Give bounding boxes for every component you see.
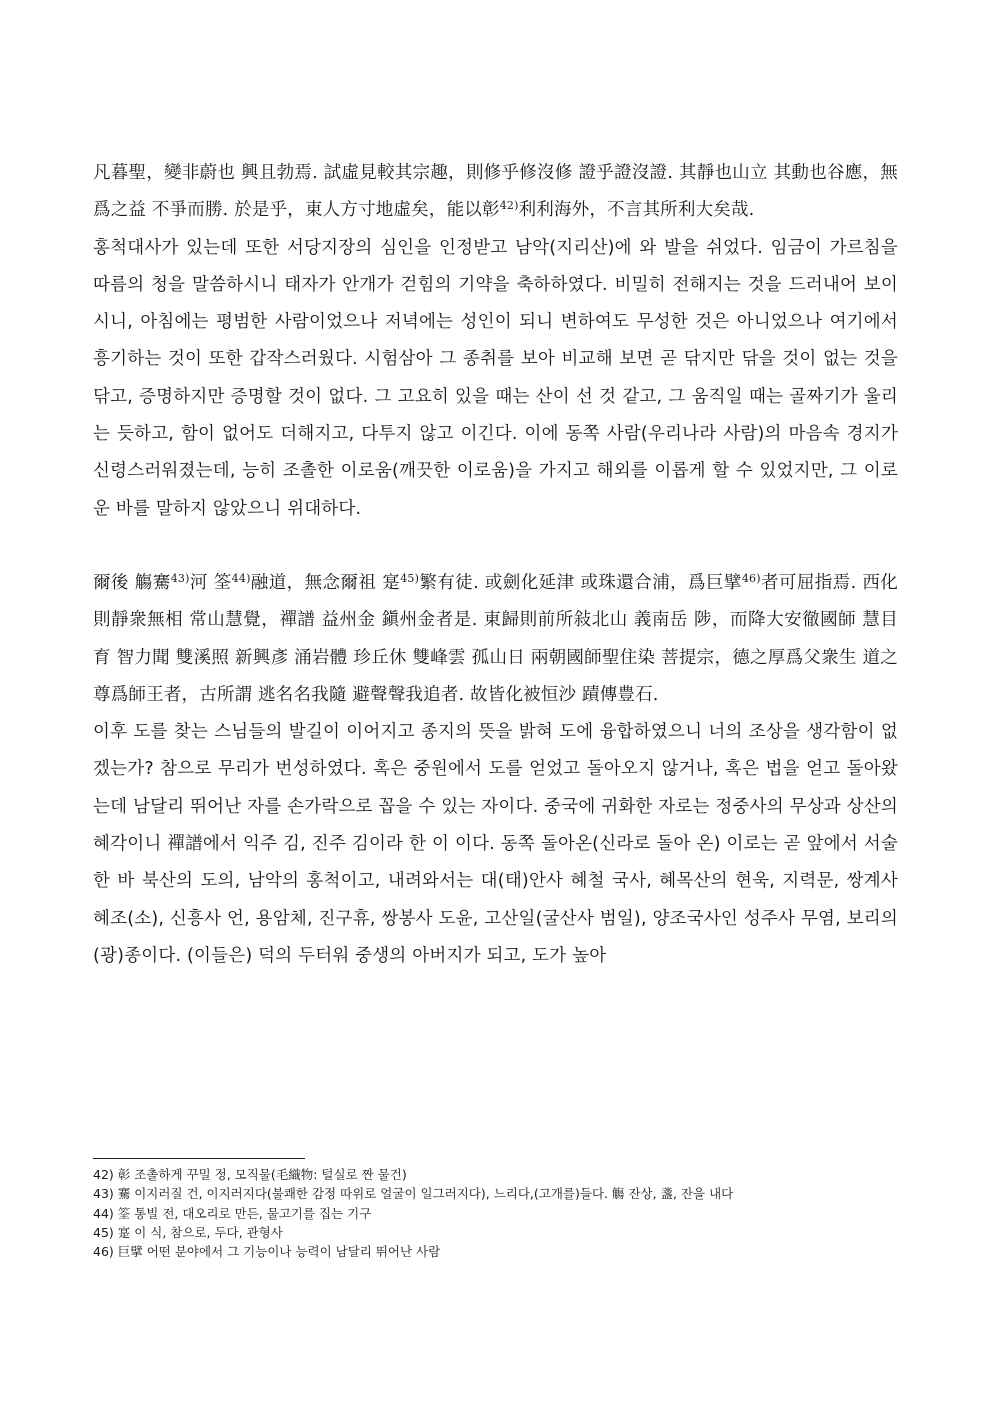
footnote-45: 45) 寔 이 식, 참으로, 두다, 관형사 [93,1224,283,1240]
footnote-43: 43) 騫 이지러질 건, 이지러지다(불쾌한 감정 따위로 얼굴이 일그러지다), 느리다,(고개를)들다. 觴 잔상, 盞, 잔을 내다 [93,1186,734,1202]
footnote-ref-43[interactable]: 43) [170,571,190,585]
paragraph-gap [93,528,898,565]
footnote-divider [93,1158,305,1159]
footnote-ref-42[interactable]: 42) [499,199,519,213]
korean-translation-paragraph-1: 홍척대사가 있는데 또한 서당지장의 심인을 인정받고 남악(지리산)에 와 발을 쉬었다. 임금이 가르침을 따름의 청을 말씀하시니 태자가 안개가 걷힘의 기약을 축하하였다. 비밀히 전해지는 것을 드러내어 보이시니, 아침에는 평범한 사람이었으나 저녁에는 성인이 되니 변하여도 무성한 것은 아니었으나 여기에서 흥기하는 것이 또한 갑작스러웠다. 시험삼아 그 종취를 보아 비교해 보면 곧 닦지만 닦을 것이 없는 것을 닦고, 증명하지만 증명할 것이 없다. 그 고요히 있을 때는 산이 선 것 같고, 그 움직일 때는 골짜기가 울리는 듯하고, 함이 없어도 더해지고, 다투지 않고 이긴다. 이에 동쪽 사람(우리나라 사람)의 마음속 경지가 신령스러워졌는데, 능히 조촐한 이로움(깨끗한 이로움)을 가지고 해외를 이롭게 할 수 있었지만, 그 이로운 바를 말하지 않았으니 위대하다. [93,237,898,519]
document-body [93,155,898,975]
footnote-46: 46) 巨擘 어떤 분야에서 그 기능이나 능력이 남달리 뛰어난 사람 [93,1244,441,1260]
footnote-ref-46[interactable]: 46) [741,571,761,585]
footnotes [93,1165,903,1261]
footnote-ref-45[interactable]: 45) [400,571,420,585]
classical-chinese-paragraph-1: 凡暮聖，變非蔚也 興且勃焉. 試虛見較其宗趣，則修乎修沒修 證乎證沒證. 其靜也山立 其動也谷應，無爲之益 不爭而勝. 於是乎，東人方寸地虛矣，能以彰$^{42)}$利利海外，不言其所利大矣哉. [93,163,898,221]
classical-chinese-paragraph-2: 爾後 觴騫$^{43)}$河 筌$^{44)}$融道，無念爾祖 寔$^{45)}$繁有徒. 或劍化延津 或珠還合浦，爲巨擘$^{46)}$者可屈指焉. 西化則靜衆無相 常山慧覺，禪譜 益州金 鎭州金者是. 東歸則前所敍北山 義南岳 陟，而降大安徹國師 慧目 育 智力聞 雙溪照 新興彥 涌岩體 珍丘休 雙峰雲 孤山日 兩朝國師聖住染 菩提宗，德之厚爲父衆生 道之尊爲師王者，古所謂 逃名名我隨 避聲聲我追者. 故皆化被恒沙 蹟傳豊石. [93,571,898,705]
footnote-ref-44[interactable]: 44) [231,571,251,585]
korean-translation-paragraph-2: 이후 도를 찾는 스님들의 발길이 이어지고 종지의 뜻을 밝혀 도에 융합하였으니 너의 조상을 생각함이 없겠는가? 참으로 무리가 번성하였다. 혹은 중원에서 도를 얻었고 돌아오지 않거나, 혹은 법을 얻고 돌아왔는데 남달리 뛰어난 자를 손가락으로 꼽을 수 있는 자이다. 중국에 귀화한 자로는 정중사의 무상과 상산의 혜각이니 禪譜에서 익주 김, 진주 김이라 한 이 이다. 동쪽 돌아온(신라로 돌아 온) 이로는 곧 앞에서 서술한 바 북산의 도의, 남악의 홍척이고, 내려와서는 대(태)안사 혜철 국사, 혜목산의 현욱, 지력문, 쌍계사 혜조(소), 신흥사 언, 용암체, 진구휴, 쌍봉사 도윤, 고산일(굴산사 범일), 양조국사인 성주사 무염, 보리의 (광)종이다. (이들은) 덕의 두터워 중생의 아버지가 되고, 도가 높아 [93,722,898,966]
footnote-44: 44) 筌 통빌 전, 대오리로 만든, 물고기를 집는 기구 [93,1205,372,1221]
footnote-42: 42) 彰 조촐하게 꾸밀 정, 모직물(毛織物: 털실로 짠 물건) [93,1167,407,1182]
